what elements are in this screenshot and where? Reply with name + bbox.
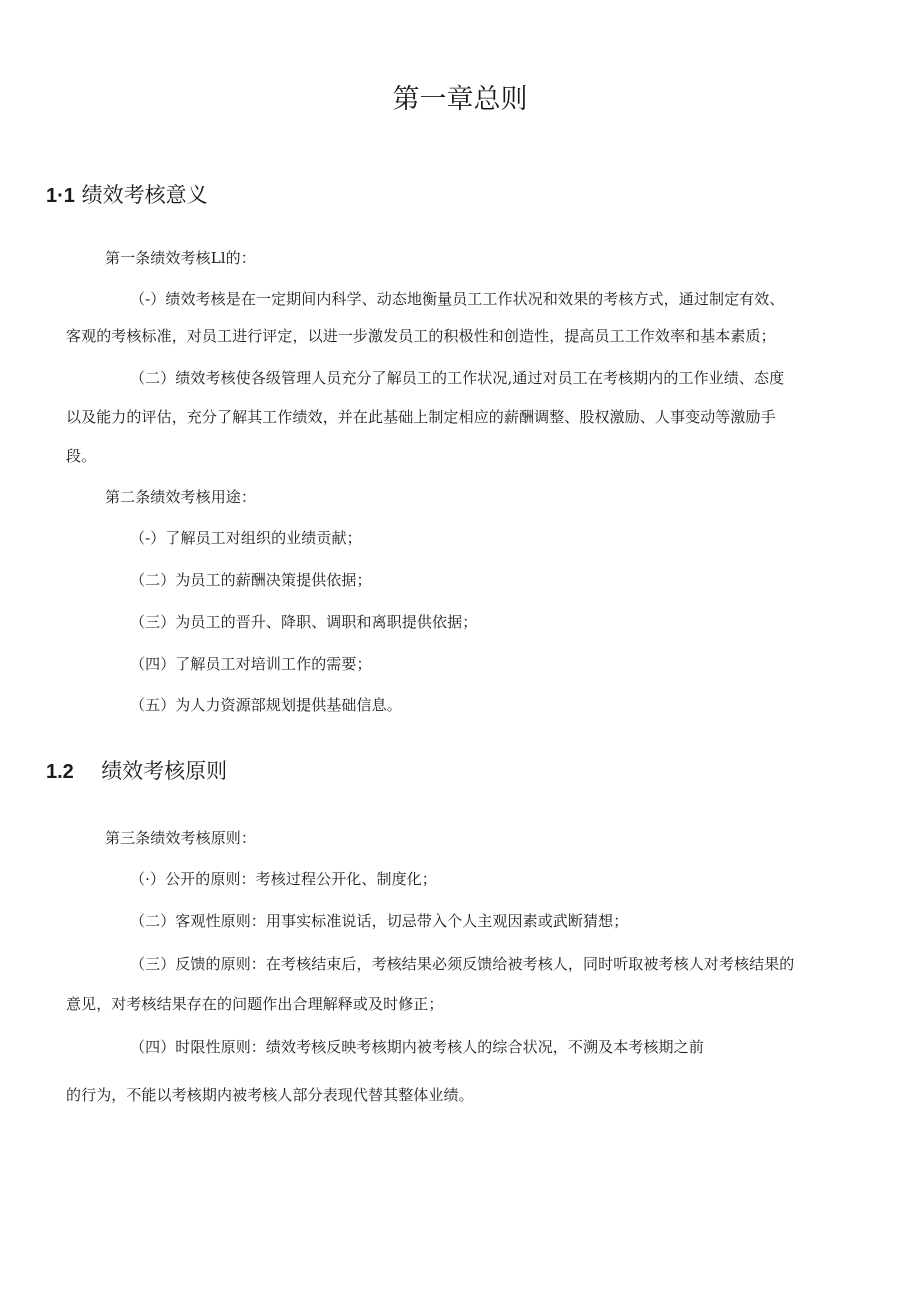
paragraph-line: 以及能力的评估，充分了解其工作绩效，并在此基础上制定相应的薪酬调整、股权激励、人事变动等激励手	[66, 408, 776, 426]
article-1-heading: 第一条绩效考核Ll的：	[105, 249, 256, 267]
paragraph-line: 客观的考核标准，对员工进行评定，以进一步激发员工的积极性和创造性，提高员工工作效率和基本素质；	[66, 327, 776, 345]
list-item: （五）为人力资源部规划提供基础信息。	[130, 696, 402, 714]
section-title: 绩效考核意义	[81, 183, 208, 207]
list-item: （二）为员工的薪酬决策提供依据；	[130, 571, 372, 589]
list-item: （三）为员工的晋升、降职、调职和离职提供依据；	[130, 613, 478, 631]
paragraph-line: （四）时限性原则：绩效考核反映考核期内被考核人的综合状况，不溯及本考核期之前	[130, 1038, 704, 1056]
list-item: （四）了解员工对培训工作的需要；	[130, 655, 372, 673]
paragraph-line: 段。	[66, 447, 97, 465]
paragraph-line: 的行为，不能以考核期内被考核人部分表现代替其整体业绩。	[66, 1086, 474, 1104]
article-2-heading: 第二条绩效考核用途：	[105, 488, 257, 506]
paragraph-line: （-）绩效考核是在一定期间内科学、动态地衡量员工工作状况和效果的考核方式，通过制定有效、	[130, 290, 785, 308]
section-number: 1·1	[46, 185, 75, 207]
section-number: 1.2	[46, 761, 74, 783]
section-heading-1-1	[46, 181, 208, 210]
paragraph-line: （二）绩效考核使各级管理人员充分了解员工的工作状况,通过对员工在考核期内的工作业绩、态度	[130, 369, 785, 387]
paragraph-line: 意见，对考核结果存在的问题作出合理解释或及时修正；	[66, 995, 444, 1013]
list-item: （·）公开的原则：考核过程公开化、制度化；	[130, 870, 437, 888]
article-3-heading: 第三条绩效考核原则：	[105, 829, 257, 847]
section-heading-1-2	[46, 757, 227, 786]
chapter-title: 第一章总则	[392, 84, 528, 115]
section-title: 绩效考核原则	[101, 759, 228, 783]
list-item: （-）了解员工对组织的业绩贡献；	[130, 529, 362, 547]
list-item: （二）客观性原则：用事实标准说话，切忌带入个人主观因素或武断猜想；	[130, 912, 629, 930]
paragraph-line: （三）反馈的原则：在考核结束后，考核结果必须反馈给被考核人，同时听取被考核人对考核结果的	[130, 955, 795, 973]
